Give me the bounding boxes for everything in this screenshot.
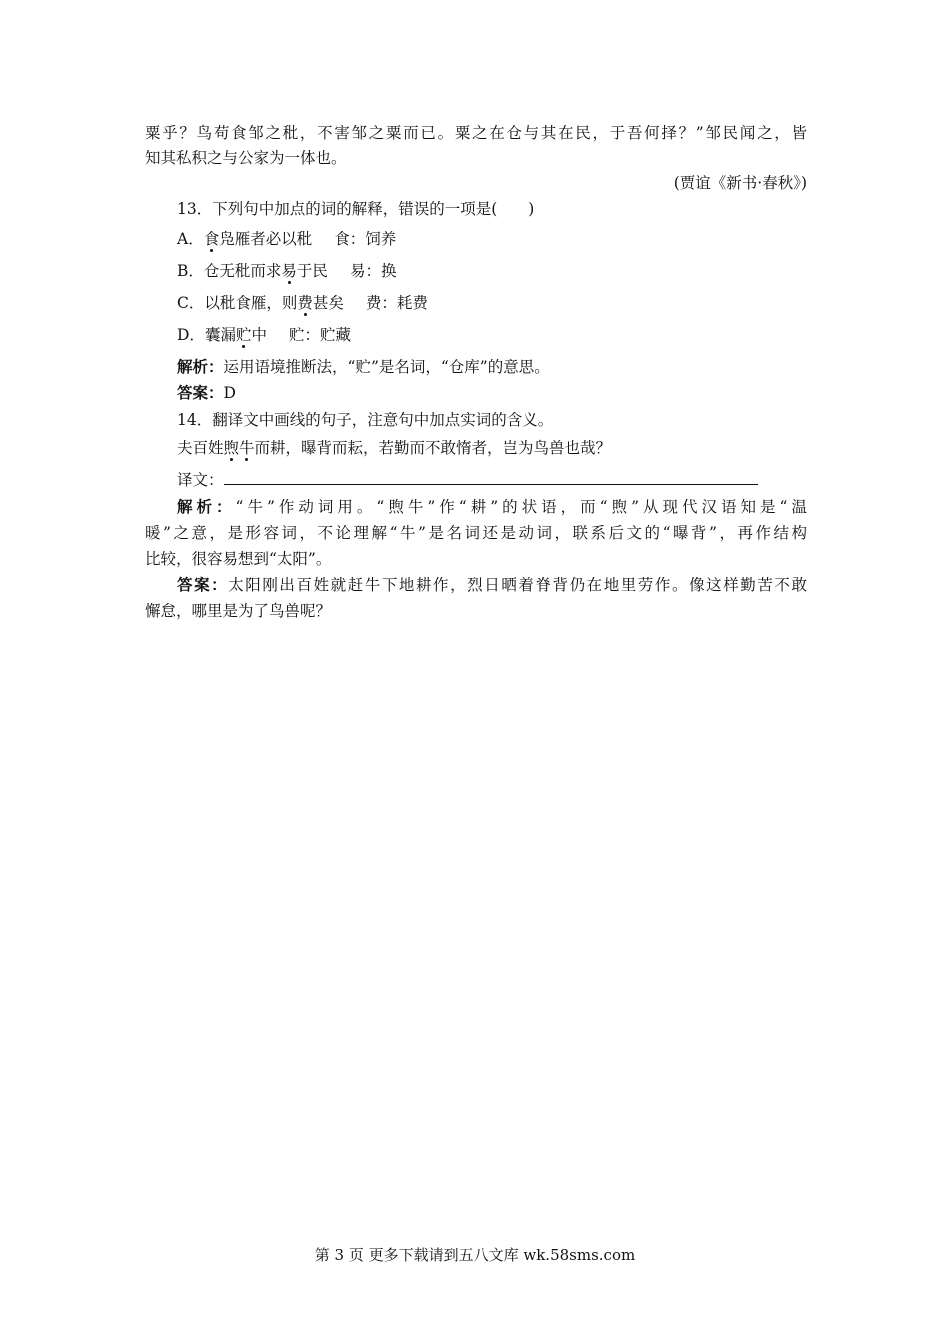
analysis-text: 运用语境推断法，“贮”是名词，“仓库”的意思。 (223, 358, 550, 376)
q14-analysis-line-2: 暖”之意，是形容词，不论理解“牛”是名词还是动词，联系后文的“曝背”，再作结构 (145, 524, 807, 542)
q14-analysis-line-1 (177, 496, 807, 518)
option-gloss: 易：换 (349, 262, 397, 280)
q14-answer-line-1 (177, 574, 807, 596)
sentence-pre: 夫百姓 (177, 439, 224, 457)
option-letter: A． (177, 230, 204, 248)
option-letter: B． (177, 262, 204, 280)
dotted-word: 费 (297, 294, 313, 312)
q14-analysis-line-3: 比较，很容易想到“太阳”。 (145, 550, 332, 568)
passage-line-1: 粟乎？鸟苟食邹之秕，不害邹之粟而已。粟之在仓与其在民，于吾何择？”邹民闻之，皆 (145, 124, 807, 142)
q14-answer-line-2: 懈怠，哪里是为了鸟兽呢？ (145, 602, 332, 620)
option-text-post: 于民 (296, 262, 328, 280)
option-c (177, 292, 807, 314)
option-letter: C． (177, 294, 205, 312)
q13-answer (177, 382, 807, 404)
answer-label: 答案： (177, 575, 229, 594)
analysis-label: 解析： (177, 357, 224, 376)
option-b (177, 260, 807, 282)
dotted-word: 贮 (235, 326, 252, 344)
page-footer: 第 3 页 更多下载请到五八文库 wk.58sms.com (314, 1246, 636, 1264)
analysis-text: “牛”作动词用。“煦牛”作“耕”的状语，而“煦”从现代汉语知是“温 (235, 498, 807, 516)
passage-source: (贾谊《新书·春秋》) (673, 174, 807, 192)
dotted-word: 煦 (223, 439, 240, 457)
translation-label: 译文： (177, 471, 224, 489)
translation-blank[interactable] (224, 470, 758, 485)
sentence-post: 而耕，曝背而耘，若勤而不敢惰者，岂为鸟兽也哉？ (254, 439, 612, 457)
option-text-post: 甚矣 (312, 294, 344, 312)
translation-line (177, 469, 807, 491)
analysis-label: 解析： (177, 497, 236, 516)
question-14-stem: 14．翻译文中画线的句子，注意句中加点实词的含义。 (177, 411, 554, 429)
answer-text: 太阳刚出百姓就赶牛下地耕作，烈日晒着脊背仍在地里劳作。像这样勤苦不敢 (228, 576, 807, 594)
option-a (177, 228, 807, 250)
option-text-pre: 以秕食雁，则 (204, 294, 298, 312)
option-text-post: 凫雁者必以秕 (219, 230, 313, 248)
dotted-word: 易 (281, 262, 297, 280)
q13-analysis (177, 356, 807, 378)
q14-sentence (177, 437, 807, 459)
passage-line-2: 知其私积之与公家为一体也。 (145, 149, 347, 167)
option-gloss: 食：饲养 (334, 230, 397, 248)
option-gloss: 费：耗费 (365, 294, 428, 312)
option-letter: D． (177, 326, 205, 344)
option-d (177, 324, 807, 346)
answer-text: D (223, 384, 236, 402)
option-text-post: 中 (251, 326, 267, 344)
dotted-word: 食 (203, 230, 220, 248)
question-13-stem: 13．下列句中加点的词的解释，错误的一项是( ) (177, 200, 535, 218)
option-text-pre: 囊漏 (204, 326, 236, 344)
option-gloss: 贮：贮藏 (288, 326, 351, 344)
dotted-word: 牛 (239, 439, 255, 457)
answer-label: 答案： (177, 383, 224, 402)
option-text-pre: 仓无秕而求 (203, 262, 282, 280)
